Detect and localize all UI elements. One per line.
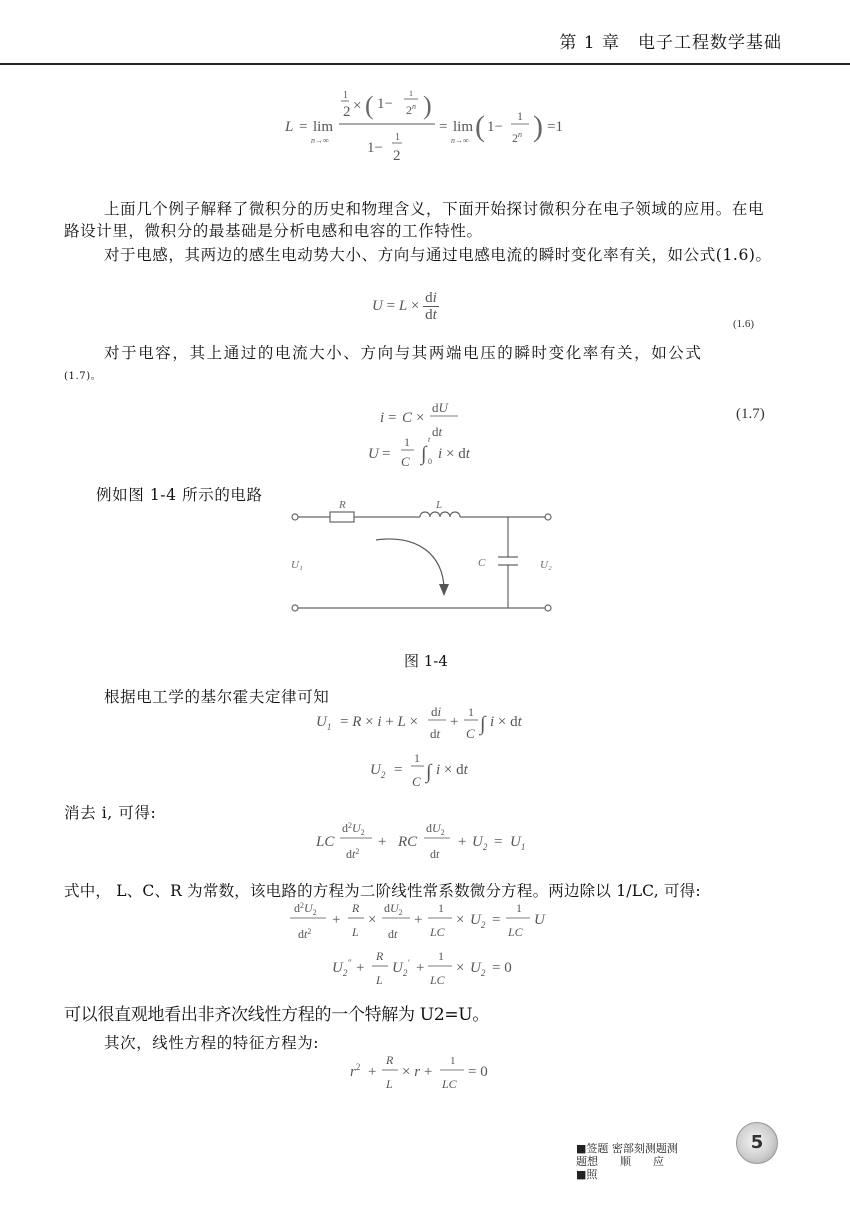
svg-text:di: di	[431, 704, 442, 719]
svg-text:RC: RC	[398, 834, 418, 850]
footer-line-1: ■签题 密部刻测题测	[576, 1142, 678, 1155]
circuit-diagram	[286, 494, 558, 620]
svg-text:1: 1	[414, 751, 420, 765]
current-arrow	[376, 539, 444, 590]
limit-equation	[285, 86, 565, 176]
svg-text:+: +	[332, 912, 341, 928]
svg-text:+: +	[416, 960, 425, 976]
resistor-symbol	[330, 512, 354, 522]
svg-text:C: C	[401, 454, 410, 469]
svg-text:= 0: = 0	[468, 1064, 488, 1080]
limit-equation-graphic	[285, 86, 575, 176]
svg-text:i: i	[380, 410, 385, 426]
svg-text:U1: $U_1$	[316, 714, 332, 732]
characteristic-equation	[350, 1048, 510, 1096]
svg-text:+: +	[356, 960, 365, 976]
svg-text:1: 1	[404, 435, 410, 449]
svg-text:1: 1	[450, 1055, 456, 1067]
svg-text:i × dt: i × dt	[490, 714, 522, 730]
svg-text:+: +	[378, 834, 387, 850]
svg-text:L: L	[285, 119, 294, 135]
svg-text:n→∞: n→∞	[311, 136, 329, 145]
current-arrow-head	[439, 584, 449, 596]
svg-text:d2U2: $d^2U_2$	[342, 821, 365, 837]
paragraph-characteristic: 其次，线性方程的特征方程为:	[104, 1034, 320, 1052]
svg-text:U: U	[534, 912, 545, 928]
svg-text:lim: lim	[313, 119, 334, 135]
svg-text:dt2: $dt^2$	[346, 847, 360, 861]
terminal-bottom-right	[545, 605, 551, 611]
paragraph-particular-solution: 可以很直观地看出非齐次线性方程的一个特解为 U2=U。	[64, 1005, 490, 1025]
equation-1-7-graphic	[366, 396, 496, 476]
svg-text:=: =	[382, 446, 391, 462]
svg-text:=: =	[439, 119, 448, 135]
label-C: C	[478, 557, 486, 569]
svg-text:n→∞: n→∞	[451, 136, 469, 145]
normalized-equations	[290, 896, 560, 992]
svg-text:lim: lim	[453, 119, 474, 135]
paragraph-inductor: 对于电感，其两边的感生电动势大小、方向与通过电感电流的瞬时变化率有关，如公式(1.6)。	[104, 246, 772, 264]
svg-text:= R × i + L ×: = R × i + L ×	[340, 714, 419, 730]
svg-text:dt: dt	[430, 847, 440, 861]
svg-text:LC: LC	[442, 1077, 457, 1091]
svg-text:= 0: = 0	[492, 960, 512, 976]
svg-text:1: 1	[468, 705, 474, 719]
svg-text:): )	[423, 91, 432, 120]
svg-text:∫: ∫	[421, 443, 427, 465]
svg-text:dU2: $dU_2$	[426, 821, 445, 837]
svg-text:1: 1	[516, 901, 522, 915]
svg-text:t: t	[428, 435, 431, 444]
chapter-header: 第 1 章 电子工程数学基础	[559, 33, 782, 53]
svg-text:r2: $r^2$	[350, 1062, 361, 1080]
svg-text:dU2: $dU_2$	[384, 901, 403, 917]
svg-text:dt: dt	[430, 726, 441, 741]
svg-text:L: L	[352, 925, 359, 939]
equation-1-7	[366, 396, 496, 476]
svg-text:+: +	[450, 714, 459, 730]
equation-number-1-7: (1.7)	[736, 406, 765, 422]
svg-text:1: 1	[343, 90, 348, 101]
kirchhoff-equations	[316, 700, 536, 792]
figure-caption: 图 1-4	[404, 652, 448, 670]
svg-text:U2′: $U_2'$	[392, 958, 410, 978]
svg-text:1: 1	[517, 109, 523, 123]
svg-text:×: ×	[456, 960, 465, 976]
paragraph-constants: 式中， L、C、R 为常数，该电路的方程为二阶线性常系数微分方程。两边除以 1/LC, 可得:	[64, 882, 701, 900]
svg-text:R: R	[352, 901, 360, 915]
terminal-top-right	[545, 514, 551, 520]
label-R: R	[339, 499, 346, 511]
svg-text:=1: =1	[547, 119, 563, 135]
svg-text:L: L	[386, 1077, 393, 1091]
terminal-bottom-left	[292, 605, 298, 611]
terminal-top-left	[292, 514, 298, 520]
footer-line-2: 题想 顺 应	[576, 1155, 664, 1168]
svg-text:dt: dt	[432, 424, 443, 439]
svg-text:+: +	[414, 912, 423, 928]
svg-text:C: C	[466, 726, 475, 741]
inductor-symbol	[420, 512, 460, 517]
svg-text:U2: $U_2$	[472, 834, 488, 852]
svg-text:U2″: $U_2''$	[332, 958, 352, 978]
svg-text:=: =	[394, 762, 403, 778]
svg-text:C: C	[402, 410, 413, 426]
svg-text:2n: 2$^n$	[406, 102, 416, 117]
footer-line-3: ■照	[576, 1168, 598, 1181]
paragraph-capacitor-tail: (1.7)。	[64, 371, 102, 382]
svg-text:=: =	[494, 834, 503, 850]
svg-text:× r +: × r +	[402, 1064, 433, 1080]
paragraph-eliminate: 消去 i, 可得:	[64, 804, 157, 822]
svg-text:×: ×	[353, 98, 362, 114]
svg-text:=: =	[299, 119, 308, 135]
svg-text:1: 1	[438, 949, 444, 963]
svg-text:i: i	[438, 446, 443, 462]
svg-text:dt: dt	[388, 927, 398, 941]
svg-text:=: =	[492, 912, 501, 928]
svg-text:×: ×	[368, 912, 377, 928]
svg-text:1: 1	[409, 89, 413, 98]
svg-text:R: R	[376, 949, 384, 963]
svg-text:dt2: $dt^2$	[298, 927, 312, 941]
svg-text:×: ×	[456, 912, 465, 928]
svg-text:0: 0	[428, 457, 432, 466]
label-L: L	[436, 499, 443, 511]
svg-text:(: (	[475, 110, 485, 143]
svg-text:LC: LC	[430, 925, 445, 939]
svg-text:=: =	[388, 410, 397, 426]
svg-text:× dt: × dt	[446, 446, 470, 462]
paragraph-intro: 上面几个例子解释了微积分的历史和物理含义，下面开始探讨微积分在电子领域的应用。在电路设计里，微积分的最基础是分析电感和电容的工作特性。	[64, 200, 765, 240]
svg-text:1−: 1−	[377, 96, 393, 112]
svg-text:×: ×	[416, 410, 425, 426]
svg-text:+: +	[458, 834, 467, 850]
svg-text:+: +	[368, 1064, 377, 1080]
page-number-badge: 5	[736, 1122, 778, 1164]
equation-number-1-6: (1.6)	[733, 318, 755, 330]
svg-text:1: 1	[395, 132, 400, 143]
svg-text:2: 2	[343, 104, 351, 120]
svg-text:LC: LC	[508, 925, 523, 939]
svg-text:): )	[533, 110, 543, 143]
svg-text:d2U2: $d^2U_2$	[294, 901, 317, 917]
label-U1: U₁	[291, 559, 303, 571]
svg-text:1−: 1−	[367, 140, 383, 156]
svg-text:dU: dU	[432, 400, 448, 415]
svg-text:L: L	[376, 973, 383, 987]
svg-text:U2: $U_2$	[470, 960, 486, 978]
svg-text:1: 1	[438, 901, 444, 915]
svg-text:R: R	[386, 1053, 394, 1067]
svg-text:U: U	[368, 446, 379, 462]
svg-text:1−: 1−	[487, 119, 503, 135]
svg-text:LC: LC	[316, 834, 335, 850]
svg-text:LC: LC	[430, 973, 445, 987]
svg-text:U2: $U_2$	[470, 912, 486, 930]
footer-text	[576, 1142, 678, 1181]
svg-text:C: C	[412, 774, 421, 789]
svg-text:(: (	[365, 91, 374, 120]
paragraph-capacitor: 对于电容，其上通过的电流大小、方向与其两端电压的瞬时变化率有关，如公式	[104, 344, 703, 362]
svg-text:i × dt: i × dt	[436, 762, 468, 778]
second-order-equation	[316, 816, 536, 866]
header-rule	[0, 63, 850, 65]
paragraph-example: 例如图 1-4 所示的电路	[96, 486, 263, 504]
svg-text:2: 2	[393, 148, 401, 164]
paragraph-kirchhoff: 根据电工学的基尔霍夫定律可知	[104, 688, 330, 706]
svg-text:U1: $U_1$	[510, 834, 526, 852]
svg-text:∫: ∫	[426, 761, 432, 783]
svg-text:2n: 2$^n$	[512, 130, 522, 145]
label-U2: U₂	[540, 559, 552, 571]
svg-text:U2: $U_2$	[370, 762, 386, 780]
svg-text:∫: ∫	[480, 713, 486, 735]
equation-1-6: U = L × $\frac{di}{dt}$	[372, 290, 437, 323]
